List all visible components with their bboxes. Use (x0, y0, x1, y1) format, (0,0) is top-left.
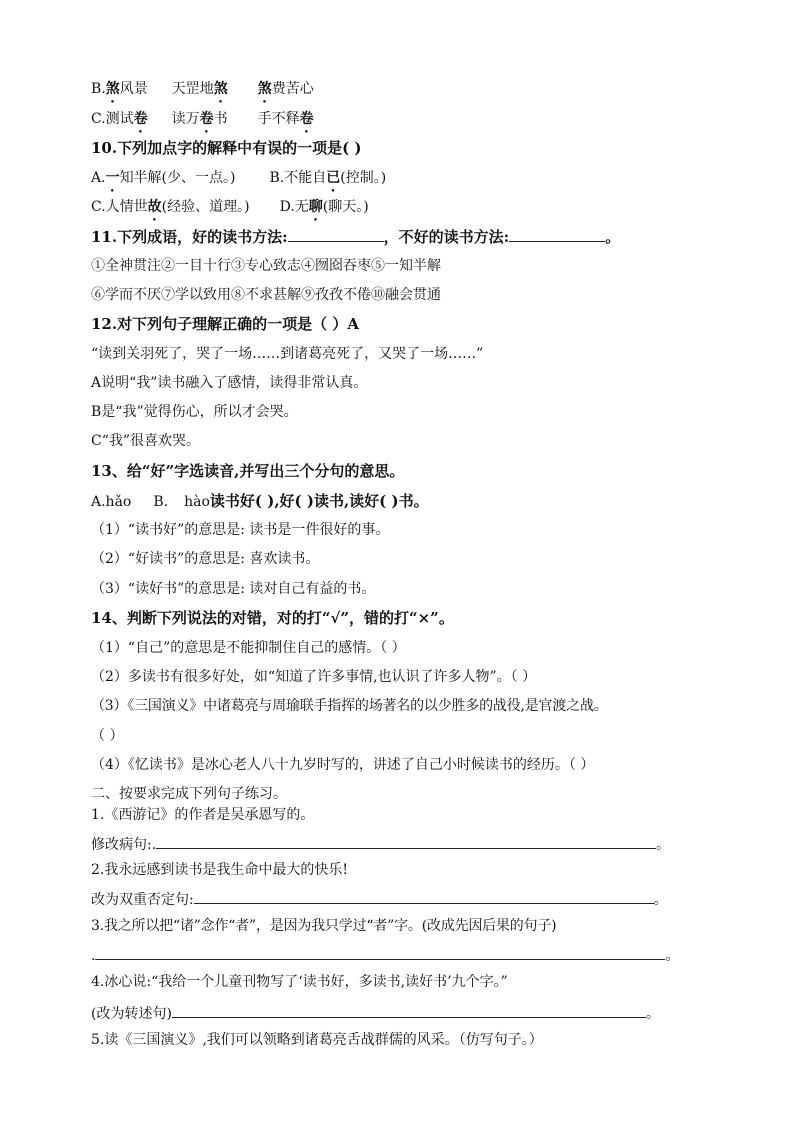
q11-bad-label: ，不好的读书方法: (383, 228, 510, 246)
question-11-title (91, 227, 620, 246)
word-text: 书 (213, 111, 228, 127)
q11-bad-blank[interactable] (509, 227, 605, 242)
question-10-options-cd (91, 198, 369, 224)
dotted-char: 煞 (257, 81, 272, 97)
dotted-char: 卷 (133, 111, 148, 127)
dotted-char: 煞 (213, 81, 228, 97)
word-text: 风景 (119, 81, 148, 97)
word-text: 手不释 (257, 111, 300, 127)
question-14-item-4: （4）《忆读书》是冰心老人八十九岁时写的，讲述了自己小时候读书的经历。（ ） (91, 757, 595, 773)
punctuation: 。 (653, 892, 668, 908)
question-14-title: 14、判断下列说法的对错，对的打“√”，错的打“×”。 (91, 609, 454, 627)
option-b-row (91, 80, 314, 106)
word-text: 费苦心 (271, 81, 314, 97)
word-text: 天罡地 (171, 81, 214, 97)
exercise-3: 3.我之所以把“诸”念作“者”，是因为我只学过“者”字。(改成先因后果的句子) (91, 918, 557, 934)
exercise-4-answer-line[interactable] (172, 1003, 646, 1018)
q11-good-label: 11.下列成语，好的读书方法: (91, 228, 288, 246)
option-text: 知半解(少、一点。) (119, 170, 236, 186)
q11-good-blank[interactable] (288, 227, 384, 242)
dotted-char: 卷 (299, 111, 314, 127)
question-12-option-c: C“我”很喜欢哭。 (91, 433, 201, 449)
dotted-char: 故 (147, 199, 162, 215)
question-10-options-ab (91, 169, 386, 195)
question-12-title: 12.对下列句子理解正确的一项是（ ）A (91, 315, 359, 333)
pinyin-option-b: hào (184, 494, 210, 510)
exercise-4-prompt: (改为转述句) (91, 1006, 172, 1022)
pinyin-option-a: A.hǎo (91, 494, 132, 510)
exercise-2-prompt: 改为双重否定句: (91, 892, 194, 908)
section-2-title: 二、按要求完成下列句子练习。 (91, 786, 287, 802)
question-13-meaning-2: （2）“好读书”的意思是: 喜欢读书。 (91, 551, 320, 567)
option-text: (经验、道理。) (161, 199, 250, 215)
dotted-char: 煞 (105, 81, 120, 97)
punctuation: 。 (645, 1006, 660, 1022)
dotted-char: 卷 (199, 111, 214, 127)
question-14-item-3: （3）《三国演义》中诸葛亮与周瑜联手指挥的场著名的以少胜多的战役,是官渡之战。 (91, 698, 608, 714)
dotted-char: 已 (326, 170, 341, 186)
option-label: B. (91, 81, 106, 97)
punctuation: 。 (656, 837, 671, 853)
option-label: A. (91, 170, 106, 186)
question-13-options (91, 492, 429, 511)
exercise-3-answer-line[interactable] (95, 945, 665, 960)
idiom-list-row-1: ①全神贯注②一目十行③专心致志④囫囵吞枣⑤一知半解 (91, 258, 441, 274)
exercise-1-answer-line[interactable] (156, 834, 656, 849)
dotted-char: 聊 (308, 199, 323, 215)
question-12-option-b: B是“我”觉得伤心，所以才会哭。 (91, 404, 298, 420)
exercise-4: 4.冰心说:“我给一个儿童刊物写了‘读书好，多读书,读好书’九个字。” (91, 974, 508, 990)
q13-sentence: 读书好( ),好( )读书,读好( )书。 (209, 492, 429, 510)
exercise-1-prompt: 修改病句:. (91, 837, 157, 853)
punctuation: 。 (605, 228, 621, 246)
exercise-1: 1.《西游记》的作者是吴承恩写的。 (91, 807, 315, 823)
word-text: C.测试 (91, 111, 134, 127)
word-text: 读万 (171, 111, 200, 127)
option-text: (控制。) (340, 170, 387, 186)
question-14-item-1: （1）“自己”的意思是不能抑制住自己的感情。（ ） (91, 640, 406, 656)
question-13-meaning-1: （1）“读书好”的意思是: 读书是一件很好的事。 (91, 522, 390, 538)
exercise-5: 5.读《三国演义》,我们可以领略到诸葛亮舌战群儒的风采。（仿写句子。） (91, 1032, 543, 1048)
question-12-option-a: A说明“我”读书融入了感情，读得非常认真。 (91, 375, 368, 391)
question-12-quote: “读到关羽死了，哭了一场……到诸葛亮死了，又哭了一场……” (91, 346, 484, 362)
pinyin-option-b-label: B. (153, 494, 169, 510)
option-text: (聊天。) (322, 199, 369, 215)
exercise-3-answer-row (91, 945, 679, 965)
exercise-1-answer-row (91, 834, 670, 854)
option-text: D.无 (279, 199, 309, 215)
question-13-meaning-3: （3）“读好书”的意思是: 读对自己有益的书。 (91, 581, 376, 597)
exercise-2: 2.我永远感到读书是我生命中最大的快乐! (91, 862, 348, 878)
question-10-title: 10.下列加点字的解释中有误的一项是( ) (91, 139, 362, 157)
option-text: B.不能自 (269, 170, 327, 186)
option-c-row (91, 110, 314, 136)
question-14-item-3-paren: （ ） (91, 728, 124, 744)
question-13-title: 13、给“好”字选读音,并写出三个分句的意思。 (91, 462, 405, 480)
dotted-char: 一 (105, 170, 120, 186)
idiom-list-row-2: ⑥学而不厌⑦学以致用⑧不求甚解⑨孜孜不倦⑩融会贯通 (91, 287, 441, 303)
punctuation: 。 (665, 948, 680, 964)
option-text: C.人情世 (91, 199, 148, 215)
exercise-4-answer-row (91, 1003, 660, 1023)
question-14-item-2: （2）多读书有很多好处，如“知道了许多事情,也认识了许多人物”。（ ） (91, 669, 537, 685)
exercise-3-prompt: . (91, 948, 96, 964)
exercise-2-answer-line[interactable] (194, 889, 654, 904)
exercise-2-answer-row (91, 889, 668, 909)
